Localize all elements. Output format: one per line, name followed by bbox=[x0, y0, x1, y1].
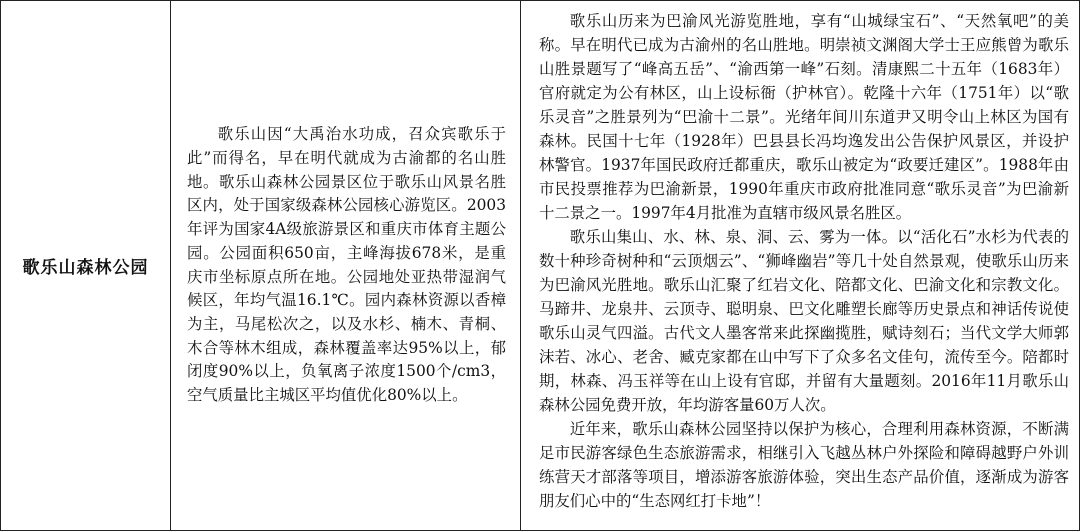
name-cell bbox=[1, 1, 171, 530]
recent-development-paragraph: 近年来，歌乐山森林公园坚持以保护为核心，合理利用森林资源，不断满足市民游客绿色生态旅游需求，相继引入飞越丛林户外探险和障碍越野户外训练营天才部落等项目，增添游客旅游体验，突出生态产品价值，逐渐成为游客朋友们心中的“生态网红打卡地”！ bbox=[539, 420, 1069, 510]
overview-text: 歌乐山因“大禹治水功成，召众宾歌乐于此”而得名，早在明代就成为古渝都的名山胜地。歌乐山森林公园景区位于歌乐山风景名胜区内，处于国家级森林公园核心游览区。2003年评为国家4A级旅游景区和重庆市体育主题公园。公园面积650亩，主峰海拔678米，是重庆市坐标原点所在地。公园地处亚热带湿润气候区，年均气温16.1℃。园内森林资源以香樟为主，马尾松次之，以及水杉、楠木、青桐、木合等林木组成，森林覆盖率达95%以上，郁闭度90%以上，负氧离子浓度1500个/cm3，空气质量比主城区平均值优化80%以上。 bbox=[187, 125, 506, 405]
details-cell bbox=[521, 1, 1079, 530]
history-paragraph: 歌乐山历来为巴渝风光游览胜地，享有“山城绿宝石”、“天然氧吧”的美称。早在明代已成为古渝州的名山胜地。明崇祯文渊阁大学士王应熊曾为歌乐山胜景题写了“峰高五岳”、“渝西第一峰”石刻。清康熙二十五年（1683年）官府就定为公有林区，山上设标衙（护林官）。乾隆十六年（1751年）以“歌乐灵音”之胜景列为“巴渝十二景”。光绪年间川东道尹又明令山上林区为国有森林。民国十七年（1928年）巴县县长冯均逸发出公告保护风景区，并设护林警官。1937年国民政府迁都重庆，歌乐山被定为“政要迁建区”。1988年由市民投票推荐为巴渝新景，1990年重庆市政府批准同意“歌乐灵音”为巴渝新十二景之一。1997年4月批准为直辖市级风景名胜区。 bbox=[539, 12, 1069, 222]
overview-cell bbox=[171, 1, 521, 530]
landscape-culture-paragraph: 歌乐山集山、水、林、泉、洞、云、雾为一体。以“活化石”水杉为代表的数十种珍奇树种和“云顶烟云”、“狮峰幽岩”等几十处自然景观，使歌乐山历来为巴渝风光胜地。歌乐山汇聚了红岩文化、陪都文化、巴渝文化和宗教文化。马蹄井、龙泉井、云顶寺、聪明泉、巴文化雕塑长廊等历史景点和神话传说使歌乐山灵气四溢。古代文人墨客常来此探幽揽胜，赋诗刻石；当代文学大师郭沫若、冰心、老舍、臧克家都在山中写下了众多名文佳句，流传至今。陪都时期，林森、冯玉祥等在山上设有官邸，并留有大量题刻。2016年11月歌乐山森林公园免费开放，年均游客量60万人次。 bbox=[539, 228, 1069, 414]
park-name: 歌乐山森林公园 bbox=[22, 258, 149, 278]
